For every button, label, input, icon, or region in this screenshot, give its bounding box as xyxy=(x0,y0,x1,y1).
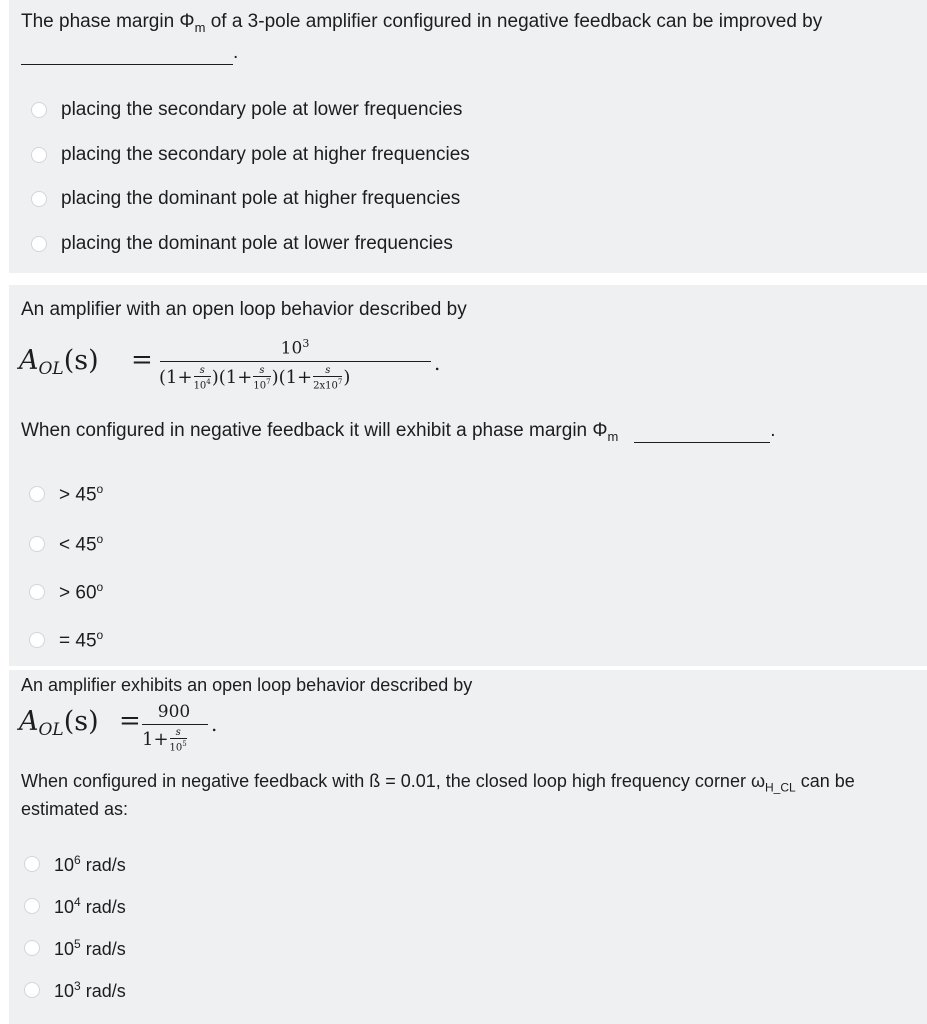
degree-sign: o xyxy=(96,579,104,594)
question-3-question-line-2: estimated as: xyxy=(21,799,129,819)
pole-den-exp: 5 xyxy=(182,740,187,748)
transfer-function-formula xyxy=(9,700,927,760)
den-paren-mid-1: )(1+ xyxy=(211,367,253,389)
option-label: placing the dominant pole at higher frequencies xyxy=(61,188,461,209)
formula-equals: = xyxy=(131,345,153,375)
transfer-function-formula xyxy=(9,333,927,403)
question-3-question-line-1 xyxy=(21,771,855,795)
question-2-panel xyxy=(9,285,927,666)
option-exponent: 5 xyxy=(74,936,81,951)
option-label xyxy=(54,937,126,960)
option-unit: rad/s xyxy=(80,938,126,959)
answer-blank xyxy=(21,42,233,65)
formula-lhs-argument: (s) xyxy=(63,706,99,737)
option-value: > 60 xyxy=(59,582,97,604)
pole-2-num: s xyxy=(253,365,270,377)
option-4[interactable] xyxy=(31,230,453,258)
formula-lhs-argument: (s) xyxy=(63,345,99,376)
option-3[interactable] xyxy=(24,934,126,962)
pole-3-den-exp: 7 xyxy=(337,378,343,386)
question-2-subscript: m xyxy=(607,428,619,444)
formula-period: . xyxy=(434,351,441,375)
pole-fraction xyxy=(170,727,187,753)
degree-sign: o xyxy=(96,627,104,642)
pole-den-base: 10 xyxy=(169,742,183,754)
option-3[interactable] xyxy=(29,578,103,606)
option-label xyxy=(54,979,126,1002)
pole-1-fraction xyxy=(194,365,211,391)
option-2[interactable] xyxy=(24,892,126,920)
question-1-panel xyxy=(9,0,927,273)
option-value: > 45 xyxy=(59,484,97,506)
formula-denominator xyxy=(142,727,188,753)
option-4[interactable] xyxy=(29,626,103,654)
radio-button[interactable] xyxy=(24,940,40,956)
option-label: placing the dominant pole at lower frequencies xyxy=(61,233,453,254)
option-exponent: 4 xyxy=(74,894,81,909)
pole-3-fraction xyxy=(313,365,342,391)
pole-2-den-exp: 7 xyxy=(266,378,271,386)
question-3-intro: An amplifier exhibits an open loop behavior described by xyxy=(21,675,473,695)
option-exponent: 6 xyxy=(74,852,81,867)
option-label xyxy=(59,532,103,556)
pole-3-num: s xyxy=(313,365,342,377)
fraction-bar xyxy=(160,361,431,362)
radio-button[interactable] xyxy=(24,898,40,914)
question-1-stem-subscript: m xyxy=(194,19,206,35)
option-base: 10 xyxy=(54,896,75,917)
option-label xyxy=(59,580,103,604)
option-1[interactable] xyxy=(29,480,103,508)
formula-equals: = xyxy=(119,706,141,736)
formula-numerator: 900 xyxy=(157,702,191,722)
pole-1-den-exp: 4 xyxy=(206,378,211,386)
radio-button[interactable] xyxy=(31,236,47,252)
question-2-text: When configured in negative feedback it will exhibit a phase margin Φ xyxy=(21,420,608,441)
pole-num: s xyxy=(170,727,187,739)
option-label: placing the secondary pole at higher frequencies xyxy=(61,144,470,165)
question-1-stem-rest: of a 3-pole amplifier configured in negative feedback can be improved by xyxy=(205,11,823,32)
pole-2-den xyxy=(253,377,270,391)
question-1-blank-line xyxy=(21,42,238,65)
option-label xyxy=(54,895,126,918)
radio-button[interactable] xyxy=(29,584,45,600)
option-unit: rad/s xyxy=(80,896,126,917)
formula-period: . xyxy=(211,712,218,736)
formula-lhs-subscript: OL xyxy=(38,720,64,740)
question-2-question xyxy=(21,420,776,444)
option-unit: rad/s xyxy=(80,980,126,1001)
question-2-intro: An amplifier with an open loop behavior described by xyxy=(21,299,467,320)
radio-button[interactable] xyxy=(31,147,47,163)
degree-sign: o xyxy=(96,481,104,496)
radio-button[interactable] xyxy=(24,856,40,872)
option-exponent: 3 xyxy=(74,978,81,993)
numerator-exponent: 3 xyxy=(302,337,310,350)
option-1[interactable] xyxy=(24,850,126,878)
formula-lhs-subscript: OL xyxy=(38,359,64,379)
question-3-panel xyxy=(9,670,927,1024)
pole-1-den-base: 10 xyxy=(193,380,207,392)
option-label xyxy=(54,853,126,876)
den-paren-mid-2: )(1+ xyxy=(271,367,313,389)
option-value: = 45 xyxy=(59,630,97,652)
option-3[interactable] xyxy=(31,185,460,213)
option-base: 10 xyxy=(54,938,75,959)
option-label xyxy=(59,482,103,506)
formula-lhs xyxy=(19,706,99,740)
option-2[interactable] xyxy=(29,530,103,558)
radio-button[interactable] xyxy=(29,486,45,502)
radio-button[interactable] xyxy=(24,982,40,998)
option-label: placing the secondary pole at lower frequencies xyxy=(61,99,463,120)
question-1-stem xyxy=(21,11,822,35)
question-3-text: When configured in negative feedback with ß = 0.01, the closed loop high frequency corner ω xyxy=(21,771,766,791)
question-1-period: . xyxy=(233,42,239,63)
option-4[interactable] xyxy=(24,976,126,1004)
fraction-bar xyxy=(142,724,208,725)
option-label xyxy=(59,628,103,652)
numerator-base: 10 xyxy=(280,338,303,359)
formula-lhs-symbol: A xyxy=(19,345,39,376)
pole-1-num: s xyxy=(194,365,211,377)
question-1-stem-text: The phase margin Φ xyxy=(21,11,195,32)
den-paren-1-open: (1+ xyxy=(159,367,193,389)
option-base: 10 xyxy=(54,980,75,1001)
option-1[interactable] xyxy=(31,96,462,124)
option-2[interactable] xyxy=(31,141,470,169)
pole-1-den xyxy=(194,377,211,391)
formula-lhs xyxy=(19,345,99,379)
formula-numerator xyxy=(159,337,431,359)
pole-2-fraction xyxy=(253,365,270,391)
pole-3-den-base: 2x10 xyxy=(313,380,338,392)
question-3-subscript: H_CL xyxy=(765,780,796,795)
den-prefix: 1+ xyxy=(142,729,169,751)
radio-button[interactable] xyxy=(31,102,47,118)
option-value: < 45 xyxy=(59,534,97,556)
pole-2-den-base: 10 xyxy=(253,380,267,392)
option-base: 10 xyxy=(54,854,75,875)
radio-button[interactable] xyxy=(29,536,45,552)
question-2-period: . xyxy=(770,420,776,441)
pole-den xyxy=(170,739,187,753)
formula-denominator xyxy=(159,365,350,391)
question-3-text-end: can be xyxy=(795,771,855,791)
radio-button[interactable] xyxy=(29,632,45,648)
option-unit: rad/s xyxy=(80,854,126,875)
den-paren-close: ) xyxy=(343,367,351,389)
degree-sign: o xyxy=(96,531,104,546)
radio-button[interactable] xyxy=(31,191,47,207)
answer-blank xyxy=(634,420,770,443)
formula-lhs-symbol: A xyxy=(19,706,39,737)
pole-3-den xyxy=(313,377,342,391)
